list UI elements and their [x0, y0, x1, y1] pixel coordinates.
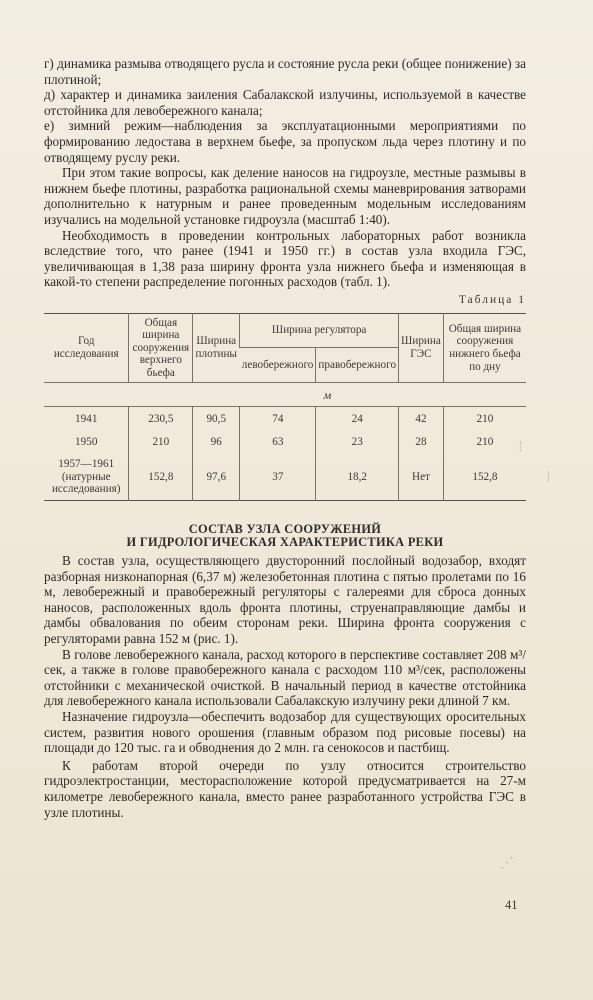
cell: 210	[443, 407, 526, 430]
paragraph-second-stage: К работам второй очереди по узлу относится строительство гидроэлектростанции, месторасположение которой предусматривается на 27-м километре левобережного канала, вместо ранее разработанного устройства ГЭС в узле плотины.	[44, 757, 526, 820]
table-row	[44, 430, 526, 453]
pencil-mark: ⁄	[543, 470, 555, 485]
header-total-upper: Общая ширина сооружения верхнего бьефа	[129, 313, 193, 383]
section-heading-line-2: И ГИДРОЛОГИЧЕСКАЯ ХАРАКТЕРИСТИКА РЕКИ	[126, 535, 444, 550]
paragraph-composition: В состав узла, осуществляющего двусторонний послойный водозабор, входят разборная низконапорная (6,37 м) железобетонная плотина с пятью пролетами по 16 м, левобережный и правобережный регуляторы с галереями для сброса донных наносов, расположенных вдоль фронта плотины, струенаправляющие дамбы и дамбы обвалования по обеим сторонам реки. Ширина фронта сооружения с регуляторами равна 152 м (рис. 1).	[44, 553, 526, 646]
cell: 23	[316, 430, 399, 453]
header-regulator: Ширина регулятора	[240, 313, 399, 348]
pencil-mark: ⁄	[515, 440, 527, 455]
pencil-mark: ⋰	[500, 856, 514, 871]
cell: 74	[240, 407, 316, 430]
cell: 230,5	[129, 407, 193, 430]
cell: Нет	[399, 452, 444, 500]
cell: 42	[399, 407, 444, 430]
cell: 152,8	[129, 452, 193, 500]
cell: 210	[129, 430, 193, 453]
header-left: левобережного	[240, 348, 316, 383]
header-year: Год исследования	[44, 313, 129, 383]
cell: 18,2	[316, 452, 399, 500]
table-row	[44, 407, 526, 430]
paragraph-purpose: Назначение гидроузла—обеспечить водозабор для существующих оросительных систем, развития нового орошения (главным образом под рисовые посевы) на площади до 120 тыс. га и обводнения до 2 млн. га сенокосов и пастбищ.	[44, 708, 526, 756]
cell: 152,8	[443, 452, 526, 500]
cell: 37	[240, 452, 316, 500]
table-row	[44, 452, 526, 500]
header-total-lower: Общая ширина сооружения нижнего бьефа по дну	[443, 313, 526, 383]
paragraph-g: г) динамика размыва отводящего русла и состояние русла реки (общее понижение) за плотиной;	[44, 56, 526, 87]
header-dam: Ширина плотины	[193, 313, 240, 383]
section-heading-line-1: СОСТАВ УЗЛА СООРУЖЕНИЙ	[188, 522, 382, 537]
paragraph-d: д) характер и динамика заиления Сабалакской излучины, используемой в качестве отстойника для левобережного канала;	[44, 87, 526, 118]
cell: 97,6	[193, 452, 240, 500]
cell: 28	[399, 430, 444, 453]
cell: 210	[443, 430, 526, 453]
section-heading	[44, 523, 526, 549]
paragraph-necessity: Необходимость в проведении контрольных лабораторных работ возникла вследствие того, что ранее (1941 и 1950 гг.) в состав узла входила ГЭС, увеличивающая в 1,38 раза ширину фронта узла нижнего бьефа и изменяющая в какой-то степени распределение погонных расходов (табл. 1).	[44, 227, 526, 290]
table-caption: Таблица 1	[458, 293, 526, 306]
paragraph-questions: При этом такие вопросы, как деление наносов на гидроузле, местные размывы в нижнем бьефе плотины, разработка рациональной схемы маневрирования затворами дополнительно к натурным и ранее проведенным модельным исследованиям изучались на модельной установке гидроузла (масштаб 1:40).	[44, 165, 526, 227]
paragraph-e: е) зимний режим—наблюдения за эксплуатационными мероприятиями по формированию ледостава в верхнем бьефе, за пропуском льда через плотину и по отводящему руслу реки.	[44, 118, 526, 165]
paragraph-canal: В голове левобережного канала, расход которого в перспективе составляет 208 м³/сек, а также в голове правобережного канала с расходом 110 м³/сек, расположены отстойники с механической очисткой. В начальный период в качестве отстойника для левобережного канала использовали Сабалакскую излучину реки длиной 7 км.	[44, 646, 526, 709]
cell: 24	[316, 407, 399, 430]
cell: 96	[193, 430, 240, 453]
page-number: 41	[505, 898, 518, 912]
cell: 1950	[75, 435, 98, 448]
cell: 90,5	[193, 407, 240, 430]
cell: 1941	[75, 413, 98, 426]
unit-label: м	[129, 383, 526, 407]
cell: 63	[240, 430, 316, 453]
header-right: правобережного	[316, 348, 399, 383]
header-ges: Ширина ГЭС	[399, 313, 444, 383]
data-table	[44, 313, 526, 502]
page-body	[44, 56, 526, 820]
cell: 1957—1961 (натурные исследования)	[51, 458, 121, 496]
